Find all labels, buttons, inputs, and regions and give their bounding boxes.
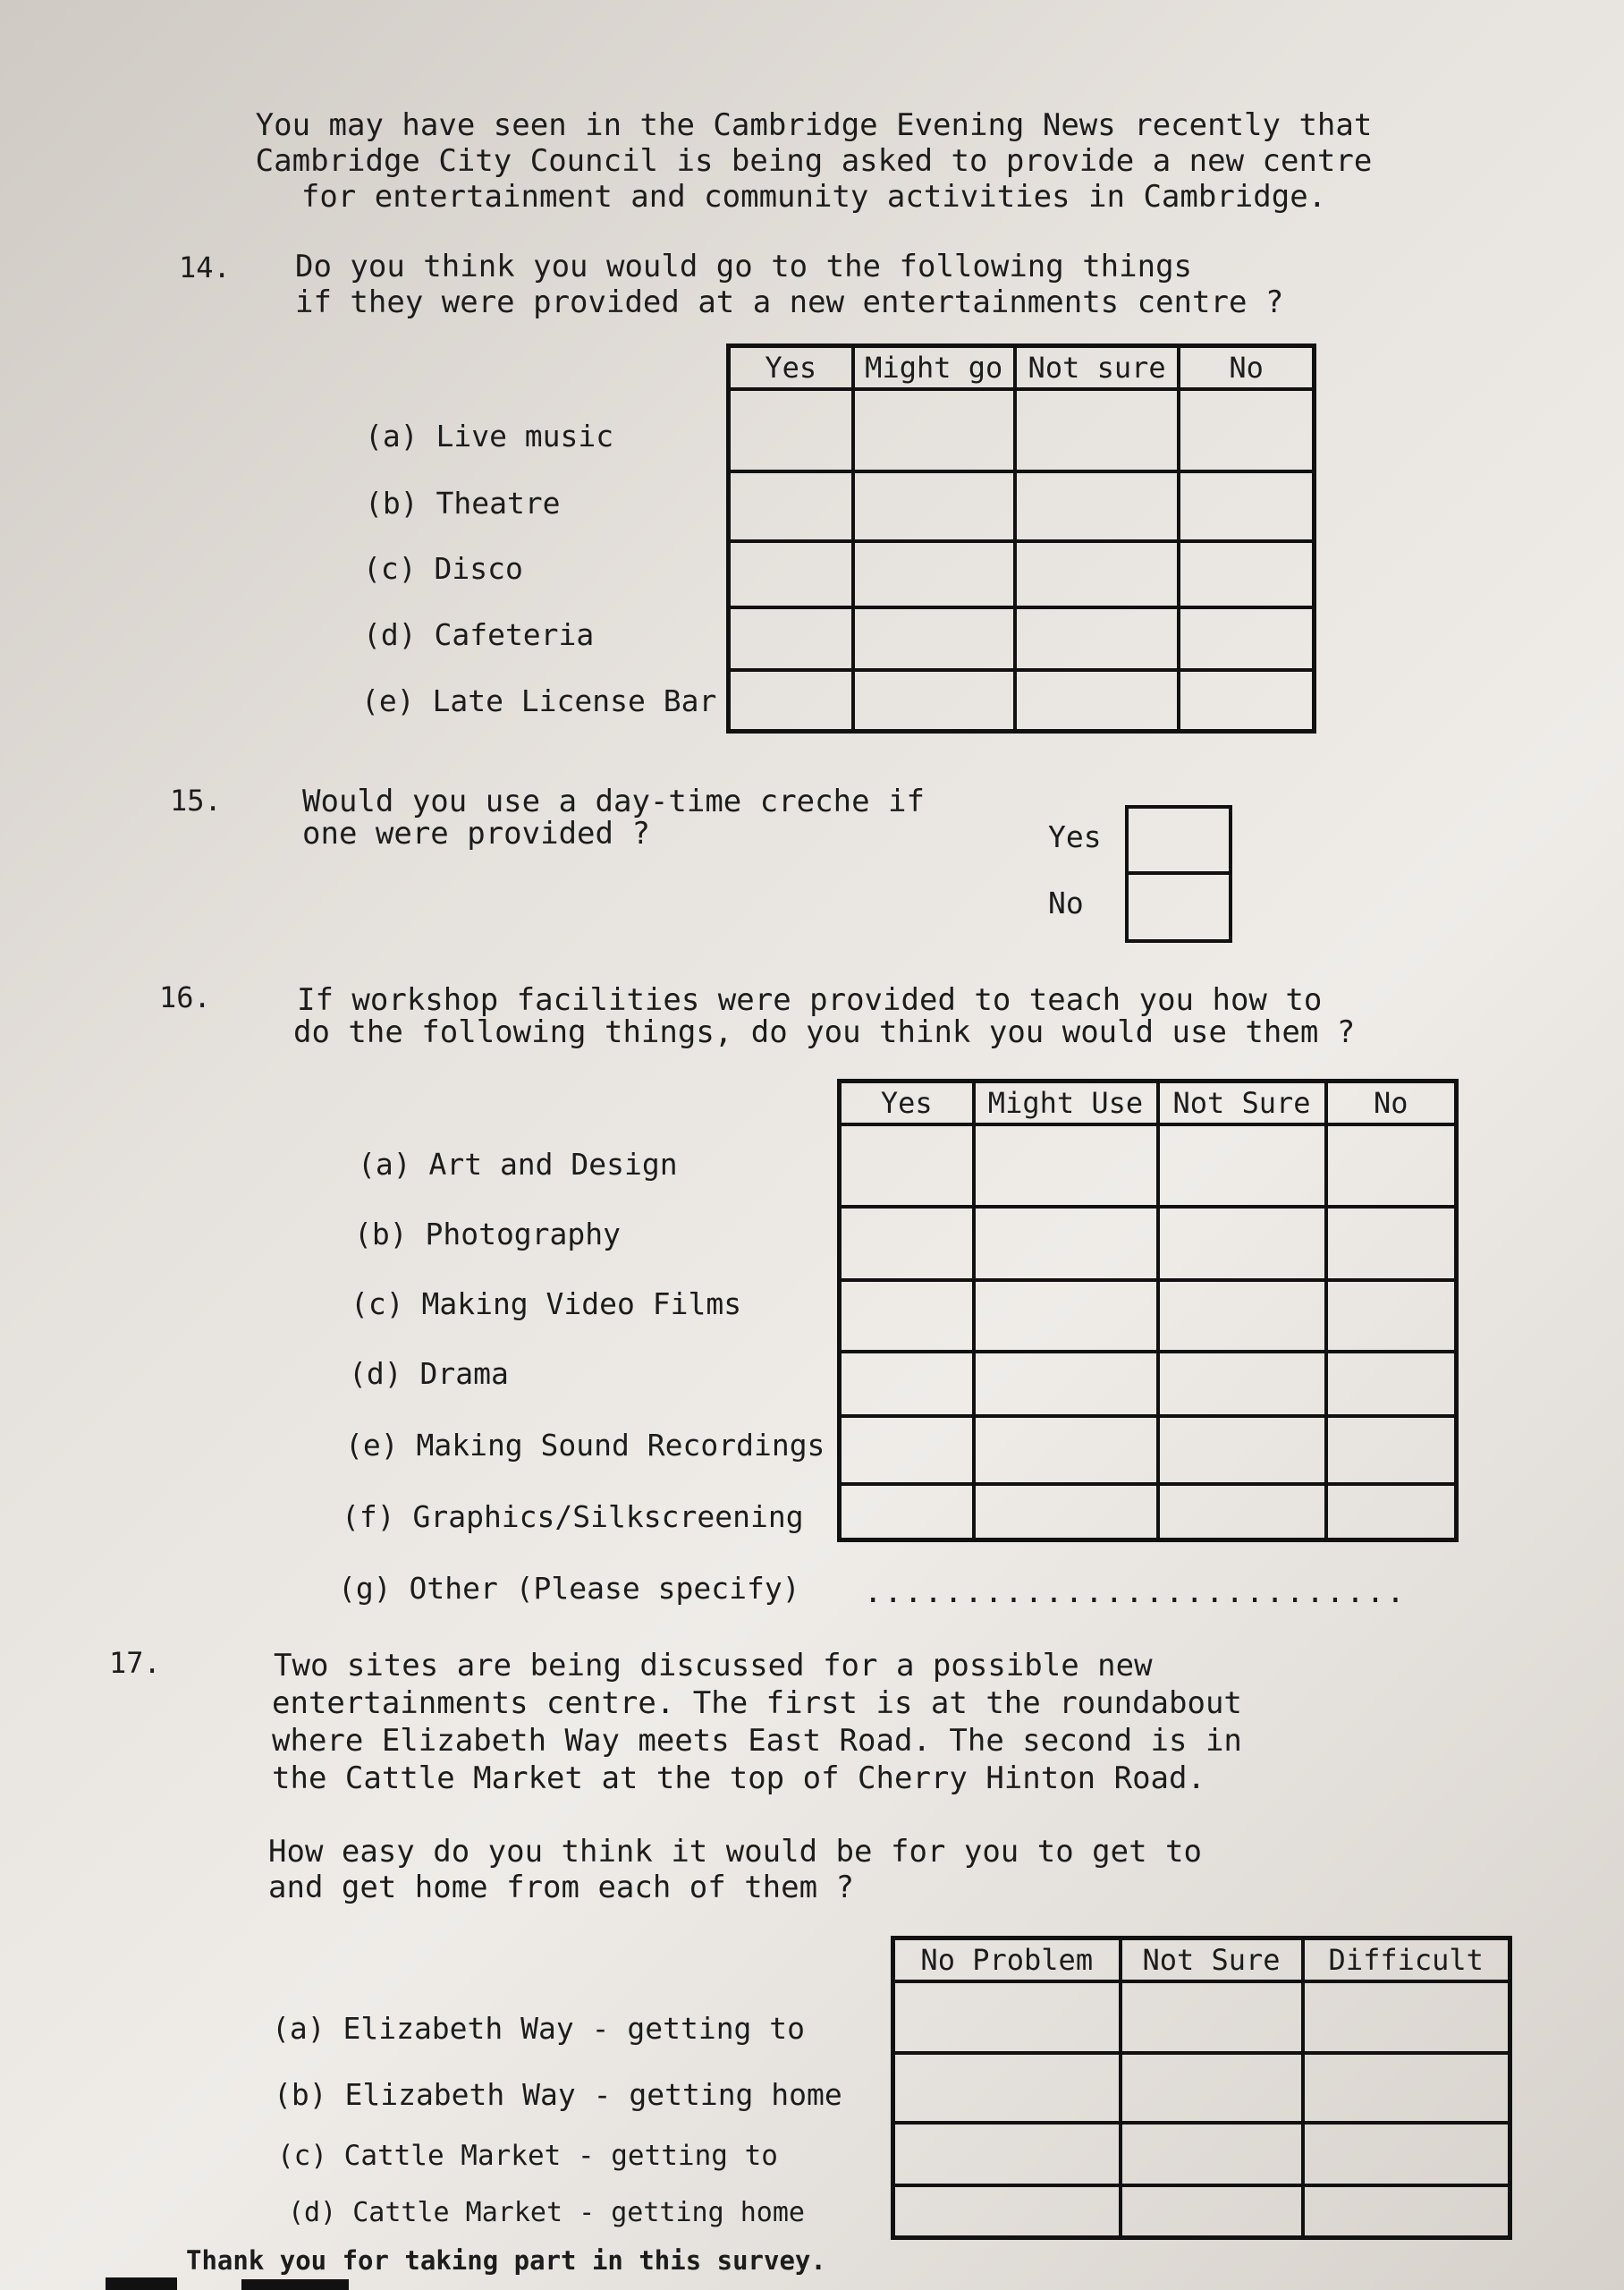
q17-col-not-sure: Not Sure xyxy=(1121,1938,1303,1982)
q16-cell[interactable] xyxy=(974,1416,1158,1484)
q14-cell[interactable] xyxy=(729,541,853,607)
q14-item-c: (c) Disco xyxy=(363,551,523,586)
q16-cell[interactable] xyxy=(1326,1484,1457,1539)
q14-cell[interactable] xyxy=(1015,607,1179,670)
q17-item-b: (b) Elizabeth Way - getting home xyxy=(274,2077,842,2112)
q14-cell[interactable] xyxy=(853,541,1015,607)
q14-col-no: No xyxy=(1179,346,1314,390)
q17-question-line-1: How easy do you think it would be for you to get to xyxy=(268,1834,1202,1870)
q14-grid xyxy=(726,344,1316,734)
q17-cell[interactable] xyxy=(1121,2053,1303,2123)
q16-other-specify-field[interactable]: ........................... xyxy=(864,1574,1407,1610)
intro-line-3: for entertainment and community activities in Cambridge. xyxy=(300,179,1327,215)
q17-grid xyxy=(891,1936,1512,2240)
q14-number: 14. xyxy=(179,250,231,284)
q17-number: 17. xyxy=(109,1646,161,1680)
q14-item-e: (e) Late License Bar xyxy=(361,683,717,718)
q16-cell[interactable] xyxy=(1158,1484,1326,1539)
q14-line-2: if they were provided at a new entertainments centre ? xyxy=(295,284,1284,320)
q17-line-1: Two sites are being discussed for a possible new xyxy=(274,1648,1153,1684)
q14-col-not-sure: Not sure xyxy=(1015,346,1179,390)
q17-item-c: (c) Cattle Market - getting to xyxy=(277,2140,778,2172)
q17-line-3: where Elizabeth Way meets East Road. The second is in xyxy=(272,1723,1242,1759)
q16-grid xyxy=(837,1079,1459,1542)
q14-cell[interactable] xyxy=(853,607,1015,670)
q16-cell[interactable] xyxy=(1326,1124,1457,1207)
page-edge-mark xyxy=(106,2277,177,2290)
q14-cell[interactable] xyxy=(1179,389,1314,471)
q14-cell[interactable] xyxy=(853,670,1015,731)
q15-no-label: No xyxy=(1048,886,1084,920)
q16-cell[interactable] xyxy=(974,1207,1158,1280)
q14-cell[interactable] xyxy=(729,670,853,731)
q17-cell[interactable] xyxy=(1121,2185,1303,2237)
q16-line-1: If workshop facilities were provided to teach you how to xyxy=(297,982,1323,1018)
q16-cell[interactable] xyxy=(1326,1207,1457,1280)
q14-cell[interactable] xyxy=(729,471,853,541)
q16-item-d: (d) Drama xyxy=(349,1356,509,1391)
q16-cell[interactable] xyxy=(1326,1280,1457,1352)
q16-item-e: (e) Making Sound Recordings xyxy=(345,1428,825,1463)
q16-cell[interactable] xyxy=(1158,1280,1326,1352)
q14-cell[interactable] xyxy=(1015,389,1179,471)
q16-cell[interactable] xyxy=(1158,1416,1326,1484)
q16-cell[interactable] xyxy=(1158,1352,1326,1416)
q17-question-line-2: and get home from each of them ? xyxy=(268,1870,855,1905)
q15-yes-label: Yes xyxy=(1048,819,1102,854)
q17-col-no-problem: No Problem xyxy=(893,1938,1121,1982)
q16-col-no: No xyxy=(1326,1081,1457,1125)
q14-item-b: (b) Theatre xyxy=(365,486,561,521)
q17-cell[interactable] xyxy=(893,2123,1121,2185)
q14-cell[interactable] xyxy=(1015,541,1179,607)
page-edge-mark xyxy=(241,2279,349,2290)
q16-item-f: (f) Graphics/Silkscreening xyxy=(342,1499,804,1534)
q14-col-might-go: Might go xyxy=(853,346,1015,390)
q16-cell[interactable] xyxy=(974,1124,1158,1207)
q16-cell[interactable] xyxy=(1326,1416,1457,1484)
q16-col-yes: Yes xyxy=(840,1081,974,1125)
q16-number: 16. xyxy=(159,980,211,1014)
intro-line-1: You may have seen in the Cambridge Evening News recently that xyxy=(255,107,1373,143)
q14-cell[interactable] xyxy=(729,389,853,471)
q16-cell[interactable] xyxy=(840,1124,974,1207)
q16-cell[interactable] xyxy=(840,1352,974,1416)
q17-cell[interactable] xyxy=(1303,2053,1510,2123)
q17-cell[interactable] xyxy=(1121,2123,1303,2185)
q16-cell[interactable] xyxy=(974,1484,1158,1539)
q15-yes-checkbox[interactable] xyxy=(1125,805,1232,875)
q17-cell[interactable] xyxy=(1121,1981,1303,2053)
q15-line-1: Would you use a day-time creche if xyxy=(302,784,925,819)
q16-item-b: (b) Photography xyxy=(354,1217,622,1251)
q14-line-1: Do you think you would go to the following things xyxy=(295,249,1193,284)
footer-thanks: Thank you for taking part in this survey. xyxy=(186,2245,826,2276)
intro-line-2: Cambridge City Council is being asked to provide a new centre xyxy=(255,143,1373,179)
q17-cell[interactable] xyxy=(1303,2123,1510,2185)
q14-cell[interactable] xyxy=(1179,471,1314,541)
q16-cell[interactable] xyxy=(974,1280,1158,1352)
q17-item-d: (d) Cattle Market - getting home xyxy=(288,2197,805,2228)
q16-cell[interactable] xyxy=(840,1207,974,1280)
q17-line-2: entertainments centre. The first is at the roundabout xyxy=(272,1685,1242,1721)
q17-cell[interactable] xyxy=(1303,2185,1510,2237)
q15-line-2: one were provided ? xyxy=(302,816,650,852)
q16-line-2: do the following things, do you think you would use them ? xyxy=(293,1014,1356,1050)
q16-col-might-use: Might Use xyxy=(974,1081,1158,1125)
q14-cell[interactable] xyxy=(729,607,853,670)
q17-item-a: (a) Elizabeth Way - getting to xyxy=(272,2011,806,2046)
q16-cell[interactable] xyxy=(840,1484,974,1539)
q16-item-g: (g) Other (Please specify) xyxy=(338,1571,800,1606)
q14-cell[interactable] xyxy=(1179,670,1314,731)
q16-cell[interactable] xyxy=(840,1416,974,1484)
q14-cell[interactable] xyxy=(1015,471,1179,541)
q17-cell[interactable] xyxy=(893,2053,1121,2123)
q16-cell[interactable] xyxy=(1158,1207,1326,1280)
q16-cell[interactable] xyxy=(1326,1352,1457,1416)
q14-cell[interactable] xyxy=(1015,670,1179,731)
q14-cell[interactable] xyxy=(1179,541,1314,607)
q17-line-4: the Cattle Market at the top of Cherry Hinton Road. xyxy=(272,1760,1205,1796)
q14-cell[interactable] xyxy=(1179,607,1314,670)
q17-cell[interactable] xyxy=(1303,1981,1510,2053)
q16-item-c: (c) Making Video Films xyxy=(351,1286,742,1321)
q14-item-d: (d) Cafeteria xyxy=(363,617,595,652)
q17-cell[interactable] xyxy=(893,2185,1121,2237)
q15-number: 15. xyxy=(170,784,222,818)
q14-cell[interactable] xyxy=(853,389,1015,471)
q16-cell[interactable] xyxy=(840,1280,974,1352)
q14-item-a: (a) Live music xyxy=(365,419,614,454)
q16-cell[interactable] xyxy=(974,1352,1158,1416)
q16-item-a: (a) Art and Design xyxy=(358,1147,678,1182)
q17-col-difficult: Difficult xyxy=(1303,1938,1510,1982)
q14-col-yes: Yes xyxy=(729,346,853,390)
q16-col-not-sure: Not Sure xyxy=(1158,1081,1326,1125)
q16-cell[interactable] xyxy=(1158,1124,1326,1207)
q15-no-checkbox[interactable] xyxy=(1125,871,1232,943)
q14-cell[interactable] xyxy=(853,471,1015,541)
q17-cell[interactable] xyxy=(893,1981,1121,2053)
